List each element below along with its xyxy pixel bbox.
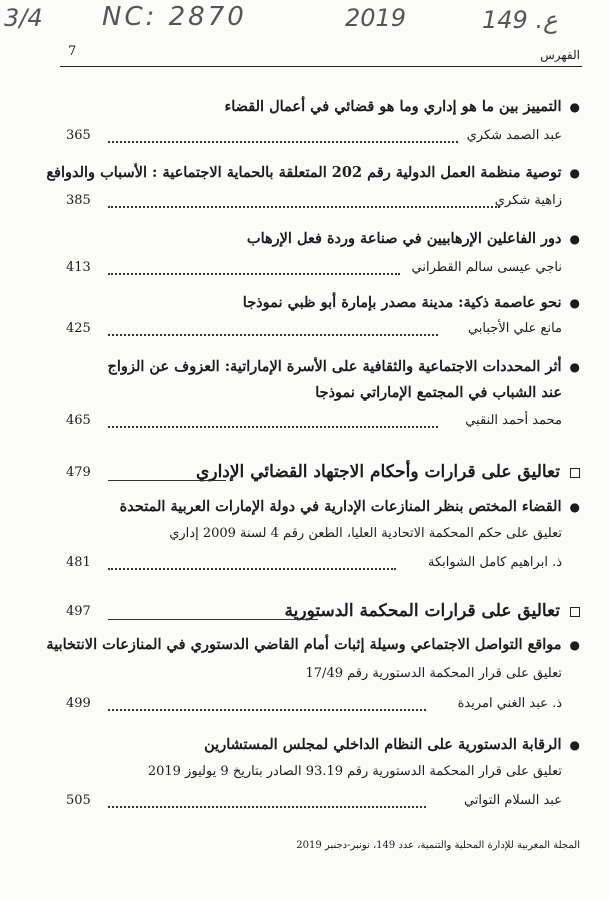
dot-leader: [108, 206, 500, 208]
bullet-icon: ●: [569, 100, 580, 114]
toc-entry-page: 365: [66, 128, 91, 143]
dot-leader: [108, 141, 458, 143]
bullet-icon: ●: [569, 638, 580, 652]
toc-entry-subtitle: تعليق على قرار المحكمة الدستورية رقم 93.19 الصادر بتاريخ 9 يوليوز 2019: [147, 764, 562, 779]
toc-entry-author: عبد السلام التواتي: [463, 793, 562, 808]
handwritten-note-nc: NC: 2870: [102, 2, 247, 32]
dot-leader: [108, 334, 438, 336]
page-number: 7: [68, 44, 77, 59]
dot-leader: [108, 426, 438, 428]
toc-entry-title: ●مواقع التواصل الاجتماعي وسيلة إثبات أمام القاضي الدستوري في المنازعات الانتخابية: [46, 636, 580, 653]
dot-leader: [108, 568, 396, 570]
header-rule: [60, 66, 582, 67]
dot-leader: [108, 273, 400, 275]
toc-entry-page: 425: [66, 321, 91, 336]
section-heading: تعاليق على قرارات وأحكام الاجتهاد القضائي الإداري: [196, 462, 580, 482]
checkbox-square-icon: [570, 607, 580, 617]
toc-entry-author: ذ. عبد الغني امريدة: [457, 696, 562, 711]
toc-entry-title: ●نحو عاصمة ذكية: مدينة مصدر بإمارة أبو ظبي نموذجا: [242, 294, 580, 311]
page-footer: المجلة المغربية للإدارة المحلية والتنمية، عدد 149، نونبر-دجنبر 2019: [296, 840, 580, 851]
toc-entry-title: ●الرقابة الدستورية على النظام الداخلي لمجلس المستشارين: [204, 736, 580, 753]
toc-entry-page: 481: [66, 555, 91, 570]
handwritten-note-year: 2019: [345, 4, 407, 32]
toc-entry-subtitle: تعليق على حكم المحكمة الاتحادية العليا، الطعن رقم 4 لسنة 2009 إداري: [169, 526, 562, 541]
dot-leader: [108, 806, 426, 808]
section-rule: [108, 619, 318, 620]
toc-entry-title-continued: عند الشباب في المجتمع الإماراتي نموذجا: [315, 384, 562, 401]
bullet-icon: ●: [569, 360, 580, 374]
toc-entry-page: 499: [66, 696, 91, 711]
toc-entry-title: ●أثر المحددات الاجتماعية والثقافية على الأسرة الإماراتية: العزوف عن الزواج: [107, 358, 580, 375]
bullet-icon: ●: [569, 738, 580, 752]
toc-entry-author: عبد الصمد شكري: [466, 128, 562, 143]
bullet-icon: ●: [569, 166, 580, 180]
toc-entry-page: 465: [66, 413, 91, 428]
toc-entry-page: 385: [66, 193, 91, 208]
toc-entry-author: ذ. ابراهيم كامل الشوابكة: [428, 555, 562, 570]
toc-entry-page: 413: [66, 260, 91, 275]
dot-leader: [108, 709, 426, 711]
toc-entry-title: ●التمييز بين ما هو إداري وما هو قضائي في أعمال القضاء: [224, 98, 580, 115]
running-header: الفهرس: [540, 48, 580, 62]
toc-entry-page: 505: [66, 793, 91, 808]
section-rule: [108, 480, 226, 481]
handwritten-note-fraction: 3/4: [4, 4, 43, 32]
bullet-icon: ●: [569, 500, 580, 514]
bullet-icon: ●: [569, 296, 580, 310]
section-heading: تعاليق على قرارات المحكمة الدستورية: [285, 601, 580, 621]
handwritten-note-issue: 149 .ع: [482, 6, 558, 34]
toc-entry-subtitle: تعليق على قرار المحكمة الدستورية رقم 17/49: [305, 666, 562, 681]
toc-entry-author: ناجي عيسى سالم القطراني: [411, 260, 562, 275]
toc-entry-author: محمد أحمد النقبي: [465, 413, 562, 428]
toc-entry-title: ●القضاء المختص بنظر المنازعات الإدارية في دولة الإمارات العربية المتحدة: [119, 498, 580, 515]
toc-entry-title: ●توصية منظمة العمل الدولية رقم 202 المتعلقة بالحماية الاجتماعية : الأسباب والدوافع: [46, 164, 580, 181]
checkbox-square-icon: [570, 468, 580, 478]
bullet-icon: ●: [569, 232, 580, 246]
section-page: 479: [66, 465, 91, 480]
toc-entry-author: زاهية شكري: [494, 193, 562, 208]
section-page: 497: [66, 604, 91, 619]
toc-entry-author: مانع علي الأجبابي: [467, 321, 562, 336]
toc-entry-title: ●دور الفاعلين الإرهابيين في صناعة وردة فعل الإرهاب: [246, 230, 580, 247]
